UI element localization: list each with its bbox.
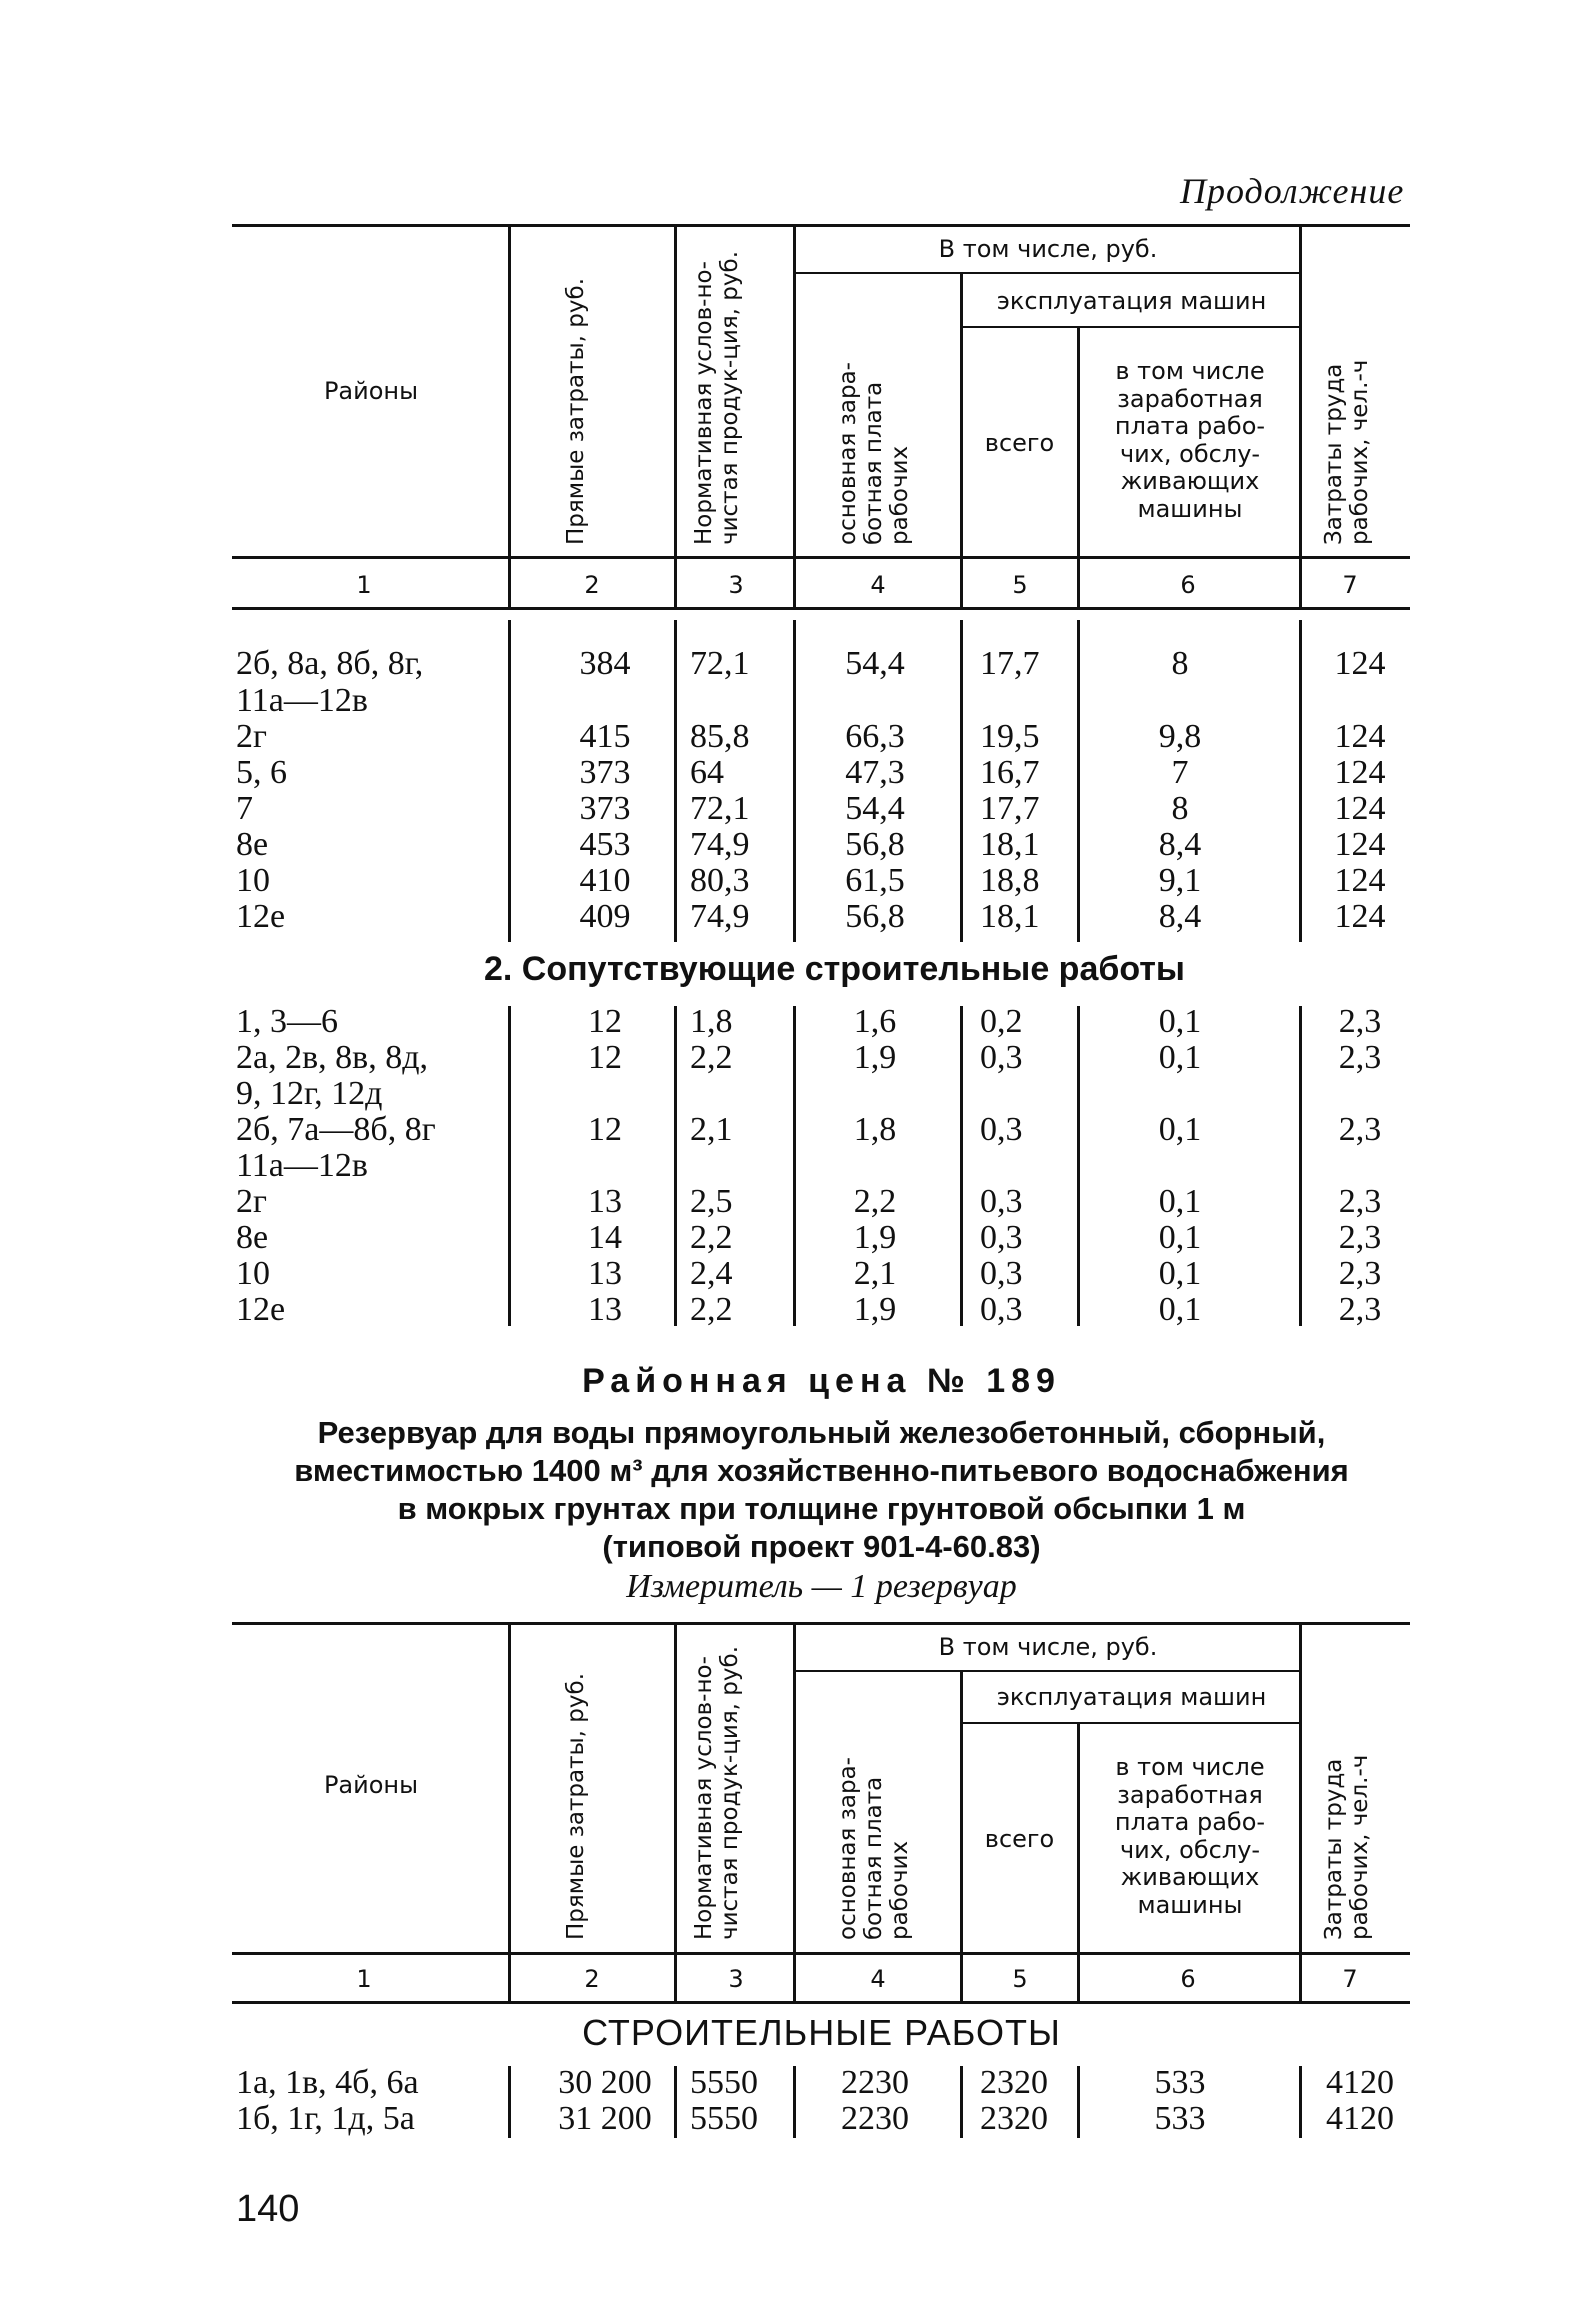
header-machines: эксплуатация машин	[996, 287, 1267, 315]
col-num-6: 6	[1180, 571, 1196, 599]
table-row: 2б, 8а, 8б, 8г, 384 72,1 54,4 17,7 8 124	[236, 645, 1386, 682]
col-num-4: 4	[870, 571, 886, 599]
header-machines: эксплуатация машин	[996, 1683, 1267, 1711]
col-num-3: 3	[728, 571, 744, 599]
table-row: 8е 453 74,9 56,8 18,1 8,4 124	[236, 826, 1386, 863]
price-title: Районная цена № 189	[582, 1362, 1061, 1400]
table-row: 10 410 80,3 61,5 18,8 9,1 124	[236, 862, 1386, 899]
header-normative-product: Нормативная услов-но-чистая продук-ция, руб.	[691, 250, 743, 545]
header-incl-wage: в том числе заработная плата рабо-чих, обслу-живающих машины	[1114, 1753, 1266, 1919]
table-row: 5, 6 373 64 47,3 16,7 7 124	[236, 754, 1386, 791]
continuation-label: Продолжение	[1180, 171, 1405, 211]
col-num-3: 3	[728, 1965, 744, 1993]
header-direct-costs: Прямые затраты, руб.	[563, 1672, 589, 1940]
table-row-continuation: 9, 12г, 12д	[236, 1075, 383, 1112]
table-row-continuation: 11а—12в	[236, 682, 368, 719]
table-row: 1а, 1в, 4б, 6а 30 200 5550 2230 2320 533 4120	[236, 2064, 1394, 2101]
table-row: 8е 14 2,2 1,9 0,3 0,1 2,3	[236, 1219, 1382, 1256]
col-num-6: 6	[1180, 1965, 1196, 1993]
section-heading-2: 2. Сопутствующие строительные работы	[484, 950, 1185, 988]
header-total: всего	[984, 429, 1055, 457]
col-num-7: 7	[1342, 571, 1358, 599]
description-line-4: (типовой проект 901-4-60.83)	[602, 1529, 1041, 1564]
header-normative-product: Нормативная услов-но-чистая продук-ция, руб.	[691, 1645, 743, 1940]
col-num-2: 2	[584, 1965, 600, 1993]
description-line-3: в мокрых грунтах при толщине грунтовой обсыпки 1 м	[397, 1491, 1246, 1526]
header-labor: Затраты труда рабочих, чел.-ч	[1321, 1754, 1373, 1940]
col-num-5: 5	[1012, 571, 1028, 599]
header-including: В том числе, руб.	[938, 235, 1158, 263]
header-labor: Затраты труда рабочих, чел.-ч	[1321, 359, 1373, 545]
col-num-2: 2	[584, 571, 600, 599]
col-num-7: 7	[1342, 1965, 1358, 1993]
header-incl-wage: в том числе заработная плата рабо-чих, обслу-живающих машины	[1114, 357, 1266, 523]
header-base-wage: основная зара-ботная плата рабочих	[835, 1757, 913, 1940]
header-districts: Районы	[323, 1771, 419, 1799]
table-row: 10 13 2,4 2,1 0,3 0,1 2,3	[236, 1255, 1382, 1292]
page-number: 140	[236, 2188, 300, 2230]
col-num-5: 5	[1012, 1965, 1028, 1993]
table-row-continuation: 11а—12в	[236, 1147, 368, 1184]
description-line-2: вместимостью 1400 м³ для хозяйственно-питьевого водоснабжения	[294, 1453, 1349, 1488]
table-row: 2г 13 2,5 2,2 0,3 0,1 2,3	[236, 1183, 1382, 1220]
table-row: 1б, 1г, 1д, 5а 31 200 5550 2230 2320 533 4120	[236, 2100, 1394, 2137]
table-row: 7 373 72,1 54,4 17,7 8 124	[236, 790, 1386, 827]
col-num-1: 1	[356, 571, 372, 599]
table-row: 2г 415 85,8 66,3 19,5 9,8 124	[236, 718, 1386, 755]
col-num-4: 4	[870, 1965, 886, 1993]
header-base-wage: основная зара-ботная плата рабочих	[835, 362, 913, 545]
header-total: всего	[984, 1825, 1055, 1853]
header-districts: Районы	[323, 377, 419, 405]
measure-unit: Измеритель — 1 резервуар	[626, 1568, 1017, 1605]
table-row: 2а, 2в, 8в, 8д, 12 2,2 1,9 0,3 0,1 2,3	[236, 1039, 1382, 1076]
section-heading-3: СТРОИТЕЛЬНЫЕ РАБОТЫ	[582, 2012, 1061, 2053]
header-direct-costs: Прямые затраты, руб.	[563, 277, 589, 545]
col-num-1: 1	[356, 1965, 372, 1993]
table-row: 12е 13 2,2 1,9 0,3 0,1 2,3	[236, 1291, 1382, 1328]
table-row: 2б, 7а—8б, 8г 12 2,1 1,8 0,3 0,1 2,3	[236, 1111, 1382, 1148]
table-row: 12е 409 74,9 56,8 18,1 8,4 124	[236, 898, 1386, 935]
header-including: В том числе, руб.	[938, 1633, 1158, 1661]
description-line-1: Резервуар для воды прямоугольный железобетонный, сборный,	[317, 1415, 1326, 1450]
table-row: 1, 3—6 12 1,8 1,6 0,2 0,1 2,3	[236, 1003, 1382, 1040]
